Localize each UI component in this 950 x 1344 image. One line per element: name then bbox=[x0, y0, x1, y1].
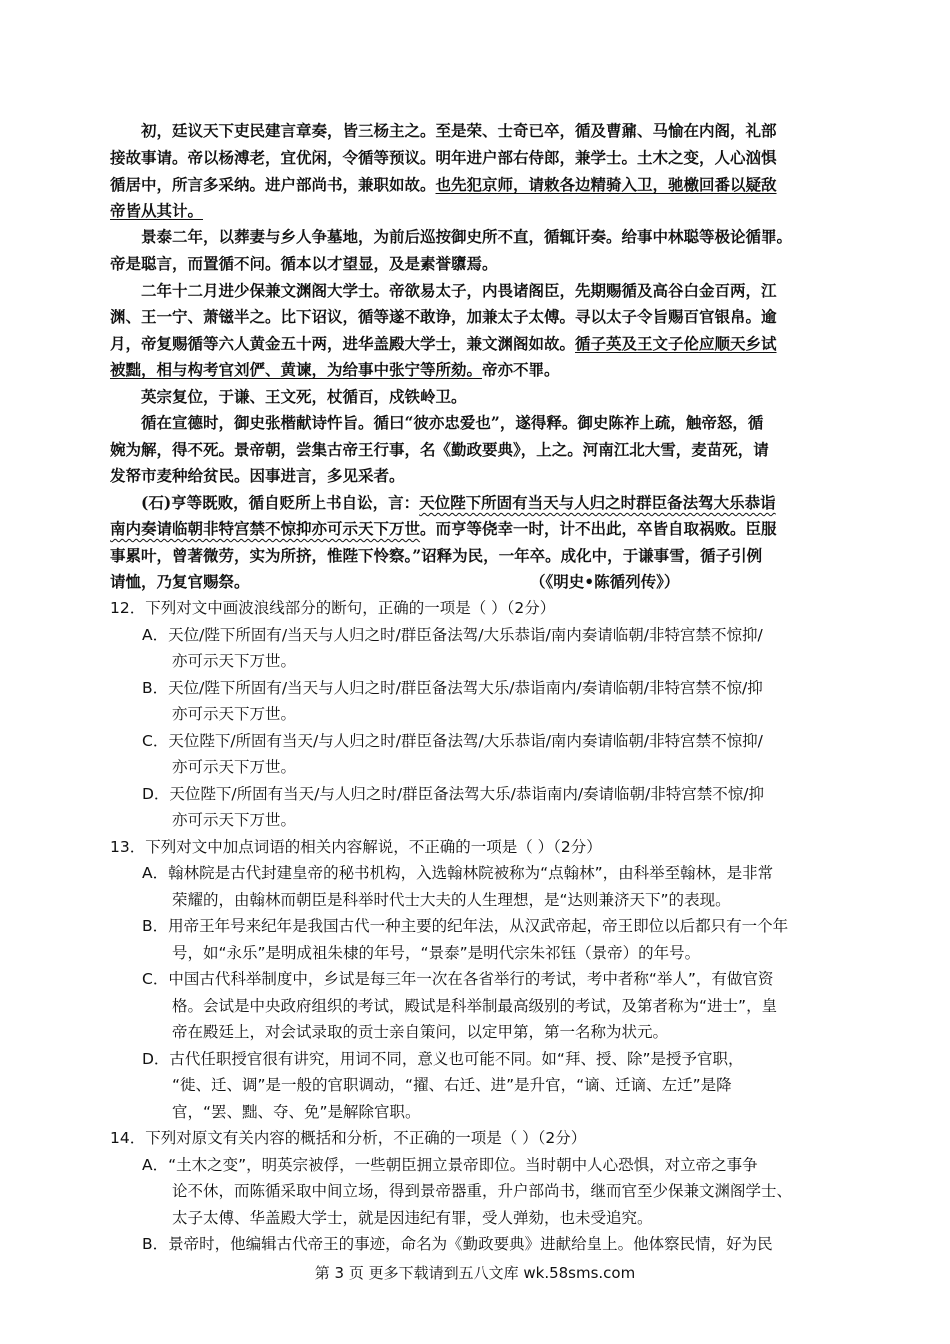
passage-line: 英宗复位，于谦、王文死，杖循百，戍铁岭卫。 bbox=[141, 387, 467, 406]
wavy-underlined-sentence: 南内奏请临朝非特宫禁不惊抑亦可示天下万世 bbox=[110, 519, 421, 538]
passage-text: (石)亨等既败，循自贬所上书自讼，言： bbox=[141, 493, 420, 512]
passage-line bbox=[110, 357, 840, 383]
option-d-cont: “徙、迁、调”是一般的官职调动，“擢、右迁、进”是升官，“谪、迁谪、左迁”是降 bbox=[172, 1076, 732, 1094]
question-13-stem: 13．下列对文中加点词语的相关内容解说，不正确的一项是（ ）（2分） bbox=[110, 838, 602, 856]
option-c-cont: 亦可示天下万世。 bbox=[172, 758, 297, 776]
option-c-cont: 帝在殿廷上，对会试录取的贡士亲自策问，以定甲第，第一名称为状元。 bbox=[172, 1023, 669, 1041]
underlined-sentence: 也先犯京师，请敕各边精骑入卫，驰檄回番以疑敌 bbox=[435, 175, 777, 194]
passage-line: 景泰二年，以葬妻与乡人争墓地，为前后巡按御史所不直，循辄讦奏。给事中林聪等极论循罪。 bbox=[141, 227, 793, 246]
passage-text: 月，帝复赐循等六人黄金五十两，进华盖殿大学士，兼文渊阁如故。 bbox=[110, 334, 576, 353]
passage-text: 。而亨等侥幸一时，计不出此，卒皆自取祸败。臣服 bbox=[420, 519, 777, 538]
passage-line bbox=[110, 331, 840, 357]
passage-line: 循在宣德时，御史张楷献诗忤旨。循曰“彼亦忠爱也”，遂得释。御史陈祚上疏，触帝怒，循 bbox=[141, 413, 764, 432]
option-a: A．翰林院是古代封建皇帝的秘书机构，入选翰林院被称为“点翰林”，由科举至翰林，是非常 bbox=[142, 864, 774, 882]
option-d: D．天位陛下/所固有当天/与人归之时/群臣备法驾大乐/恭诣南内/奏请临朝/非特宫禁不惊/抑 bbox=[142, 785, 764, 803]
page-footer: 第 3 页 更多下载请到五八文库 wk.58sms.com bbox=[314, 1264, 636, 1282]
wavy-underlined-sentence: 天位陛下所固有当天与人归之时群臣备法驾大乐恭诣 bbox=[419, 493, 776, 512]
passage-line bbox=[110, 172, 840, 198]
passage-line: 发帑市麦种给贫民。因事进言，多见采者。 bbox=[110, 466, 405, 485]
option-c-cont: 格。会试是中央政府组织的考试，殿试是科举制最高级别的考试，及第者称为“进士”，皇 bbox=[172, 997, 778, 1015]
underlined-sentence: 帝皆从其计。 bbox=[110, 201, 204, 220]
option-a: A．天位/陛下所固有/当天与人归之时/群臣备法驾/大乐恭诣/南内奏请临朝/非特宫禁不惊抑/ bbox=[142, 626, 763, 644]
passage-line bbox=[110, 516, 840, 542]
passage-line: 接故事请。帝以杨溥老，宜优闲，令循等预议。明年进户部右侍郎，兼学士。土木之变，人心汹惧 bbox=[110, 148, 777, 167]
passage-line bbox=[110, 198, 840, 224]
option-b: B．用帝王年号来纪年是我国古代一种主要的纪年法，从汉武帝起，帝王即位以后都只有一个年 bbox=[142, 917, 789, 935]
option-a-cont: 亦可示天下万世。 bbox=[172, 652, 297, 670]
underlined-sentence: 循子英及王文子伦应顺天乡试 bbox=[575, 334, 777, 353]
option-a-cont: 荣耀的，由翰林而朝臣是科举时代士大夫的人生理想，是“达则兼济天下”的表现。 bbox=[172, 891, 731, 909]
option-b-cont: 号，如“永乐”是明成祖朱棣的年号，“景泰”是明代宗朱祁钰（景帝）的年号。 bbox=[172, 944, 701, 962]
passage-line bbox=[110, 490, 840, 516]
option-a: A．“土木之变”，明英宗被俘，一些朝臣拥立景帝即位。当时朝中人心恐惧，对立帝之事争 bbox=[142, 1156, 758, 1174]
option-d: D．古代任职授官很有讲究，用词不同，意义也可能不同。如“拜、授、除”是授予官职， bbox=[142, 1050, 744, 1068]
passage-text: 帝亦不罪。 bbox=[482, 360, 560, 379]
option-d-cont: 亦可示天下万世。 bbox=[172, 811, 297, 829]
passage-line: 二年十二月进少保兼文渊阁大学士。帝欲易太子，内畏诸阁臣，先期赐循及高谷白金百两，江 bbox=[141, 281, 777, 300]
option-d-cont: 官，“罢、黜、夺、免”是解除官职。 bbox=[172, 1103, 421, 1121]
option-c: C．中国古代科举制度中，乡试是每三年一次在各省举行的考试，考中者称“举人”，有做官资 bbox=[142, 970, 774, 988]
option-b: B．景帝时，他编辑古代帝王的事迹，命名为《勤政要典》进献给皇上。他体察民情，好为民 bbox=[142, 1235, 773, 1253]
question-14-stem: 14．下列对原文有关内容的概括和分析，不正确的一项是（ ）（2分） bbox=[110, 1129, 587, 1147]
passage-line: 事累叶，曾著微劳，实为所挤，惟陛下怜察。”诏释为民，一年卒。成化中，于谦事雪，循子引例 bbox=[110, 546, 763, 565]
passage-line: 帝是聪言，而置循不问。循本以才望显，及是素誉隳焉。 bbox=[110, 254, 498, 273]
passage-line bbox=[110, 569, 840, 595]
underlined-sentence: 被黜，相与构考官刘俨、黄谏，为给事中张宁等所劾。 bbox=[110, 360, 483, 379]
passage-line: 婉为解，得不死。景帝朝，尝集古帝王行事，名《勤政要典》，上之。河南江北大雪，麦苗死，请 bbox=[110, 440, 769, 459]
question-12-stem: 12．下列对文中画波浪线部分的断句，正确的一项是（ ）（2分） bbox=[110, 599, 556, 617]
option-b: B．天位/陛下所固有/当天与人归之时/群臣备法驾大乐/恭诣南内/奏请临朝/非特宫禁不惊/抑 bbox=[142, 679, 763, 697]
passage-line: 渊、王一宁、萧镃半之。比下诏议，循等遂不敢诤，加兼太子太傅。寻以太子令旨赐百官银帛。逾 bbox=[110, 307, 777, 326]
option-b-cont: 亦可示天下万世。 bbox=[172, 705, 297, 723]
option-c: C．天位陛下/所固有当天/与人归之时/群臣备法驾/大乐恭诣/南内奏请临朝/非特宫禁不惊抑/ bbox=[142, 732, 763, 750]
passage-line: 初，廷议天下吏民建言章奏，皆三杨主之。至是荣、士奇已卒，循及曹鼐、马愉在内阁，礼部 bbox=[141, 121, 777, 140]
option-a-cont: 论不休，而陈循采取中间立场，得到景帝器重，升户部尚书，继而官至少保兼文渊阁学士、 bbox=[172, 1182, 793, 1200]
source-citation: （《明史•陈循列传》） bbox=[530, 572, 680, 591]
passage-text: 循居中，所言多采纳。进户部尚书，兼职如故。 bbox=[110, 175, 436, 194]
passage-text: 请恤，乃复官赐祭。 bbox=[110, 572, 250, 591]
option-a-cont: 太子太傅、华盖殿大学士，就是因违纪有罪，受人弹劾，也未受追究。 bbox=[172, 1209, 653, 1227]
